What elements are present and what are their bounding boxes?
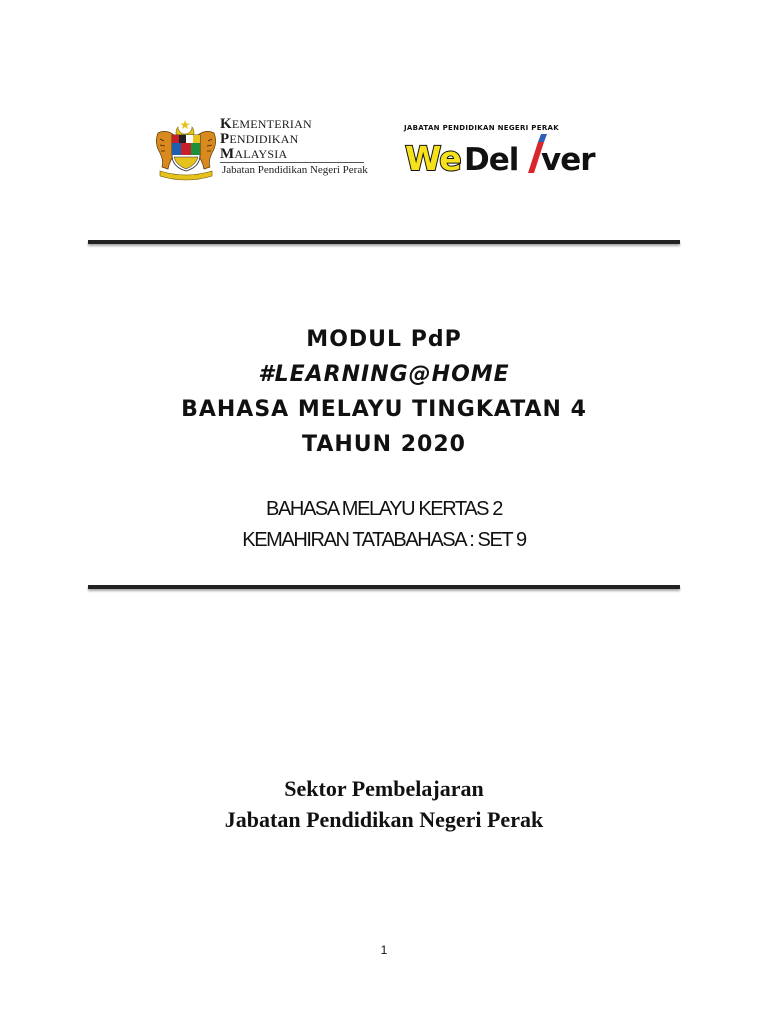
malaysia-coat-of-arms-icon [152, 117, 220, 181]
kpm-line-2: PENDIDIKAN [220, 131, 299, 147]
title-line-1: MODUL PdP [306, 327, 462, 352]
kpm-logo [152, 115, 368, 181]
page-number: 1 [380, 943, 388, 957]
kpm-line-3: MALAYSIA [220, 146, 288, 162]
kpm-line-1: KEMENTERIAN [220, 116, 312, 132]
subtitle-line-1: BAHASA MELAYU KERTAS 2 [266, 498, 502, 520]
title-line-2: #LEARNING@HOME [258, 362, 510, 387]
we-deliver-logo [404, 124, 595, 180]
blue-slash-icon [538, 134, 547, 142]
sector-credit [0, 773, 768, 835]
we-deliver-top-text: JABATAN PENDIDIKAN NEGERI PERAK [404, 124, 559, 132]
title-line-3: BAHASA MELAYU TINGKATAN 4 [181, 397, 587, 422]
module-subtitle [0, 494, 768, 556]
subtitle-line-2: KEMAHIRAN TATABAHASA : SET 9 [242, 529, 526, 551]
kpm-divider [220, 162, 364, 163]
kpm-wordmark [220, 117, 364, 162]
word-ver: ver [541, 142, 595, 178]
sector-line-2: Jabatan Pendidikan Negeri Perak [224, 807, 544, 832]
word-del: Del [464, 142, 519, 178]
we-deliver-wordmark [404, 133, 595, 179]
sector-line-1: Sektor Pembelajaran [284, 776, 484, 801]
bottom-divider [88, 585, 680, 589]
kpm-subtitle: Jabatan Pendidikan Negeri Perak [222, 164, 368, 176]
top-divider [88, 240, 680, 244]
title-line-4: TAHUN 2020 [302, 432, 466, 457]
module-title [0, 322, 768, 462]
word-we: We [405, 139, 461, 178]
